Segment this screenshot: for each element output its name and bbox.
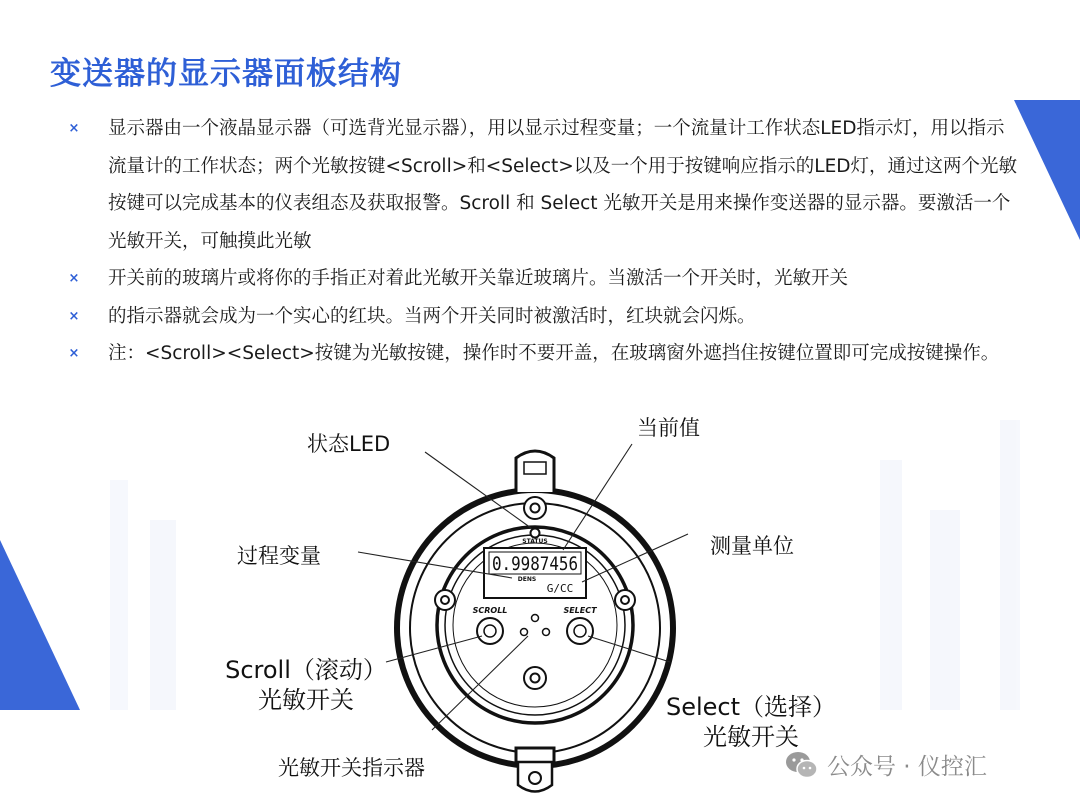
bullet-item (62, 335, 1022, 373)
bullet-list (62, 110, 1022, 373)
label-current-value: 当前值 (637, 416, 700, 440)
bullet-item (62, 298, 1022, 336)
bullet-text: 注：<Scroll><Select>按键为光敏按键，操作时不要开盖，在玻璃窗外遮挡住按键位置即可完成按键操作。 (108, 343, 1000, 364)
bullet-x-icon: × (68, 271, 80, 286)
bullet-x-icon: × (68, 121, 80, 136)
label-scroll-switch (218, 655, 394, 715)
bullet-text: 显示器由一个液晶显示器（可选背光显示器），用以显示过程变量；一个流量计工作状态LED指示灯，用以指示流量计的工作状态；两个光敏按键<Scroll>和<Select>以及一个用于按键响应指示的LED灯，通过这两个光敏按键可以完成基本的仪表组态及获取报警。Scroll 和 Select 光敏开关是用来操作变送器的显示器。要激活一个光敏开关，可触摸此光敏 (108, 118, 1018, 252)
bullet-x-icon: × (68, 346, 80, 361)
label-scroll-line1: Scroll（滚动） (225, 656, 387, 684)
label-select-line1: Select（选择） (665, 693, 837, 721)
corner-decoration-top-right (1014, 100, 1080, 240)
label-select-switch (660, 692, 842, 752)
watermark-text: 公众号 · 仪控汇 (827, 754, 987, 780)
lcd-value: 0.9987456 (492, 553, 578, 575)
label-status-led: 状态LED (307, 432, 391, 456)
slide-title: 变送器的显示器面板结构 (50, 56, 402, 92)
label-measurement-unit: 测量单位 (710, 534, 794, 558)
scroll-key-caption: SCROLL (472, 606, 508, 615)
status-led-caption: STATUS (522, 538, 548, 545)
label-switch-indicator: 光敏开关指示器 (278, 756, 425, 780)
bullet-text: 开关前的玻璃片或将你的手指正对着此光敏开关靠近玻璃片。当激活一个开关时，光敏开关 (108, 268, 849, 289)
bullet-item (62, 260, 1022, 298)
label-scroll-line2: 光敏开关 (258, 686, 354, 714)
lcd-variable: DENS (517, 576, 537, 583)
lcd-unit: G/CC (546, 582, 574, 595)
label-process-variable: 过程变量 (237, 544, 321, 568)
label-select-line2: 光敏开关 (703, 723, 799, 751)
wechat-icon (785, 750, 819, 780)
bullet-item (62, 110, 1022, 260)
select-key-caption: SELECT (563, 606, 597, 615)
bullet-x-icon: × (68, 308, 80, 324)
watermark (785, 748, 987, 781)
bullet-text: 的指示器就会成为一个实心的红块。当两个开关同时被激活时，红块就会闪烁。 (108, 305, 756, 327)
